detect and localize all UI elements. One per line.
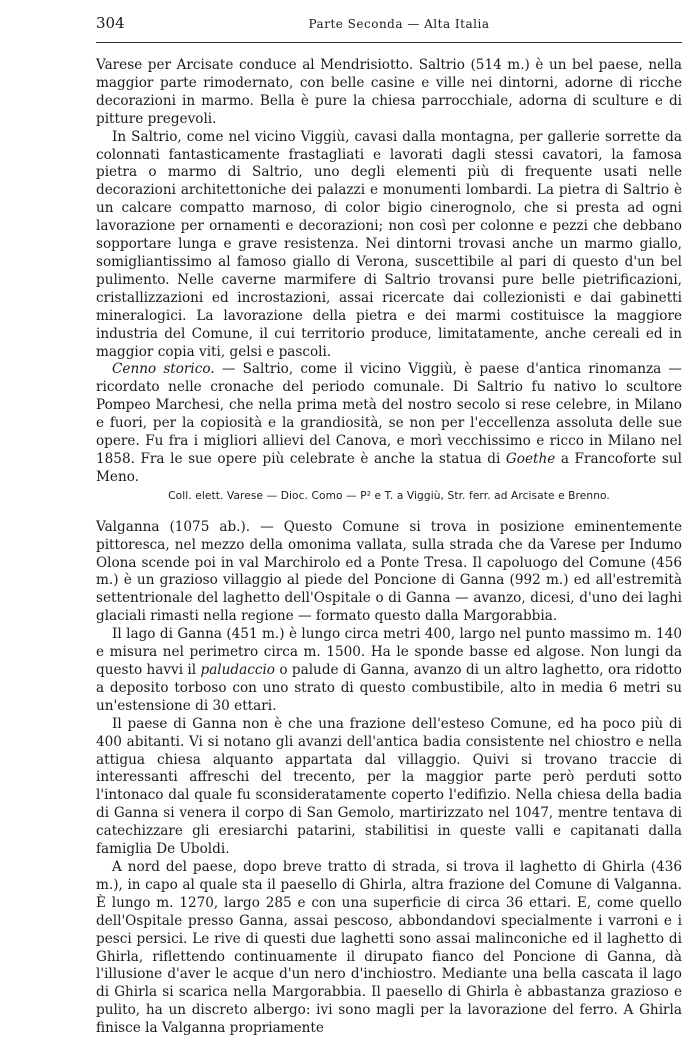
valganna-paragraph-3: Il paese di Ganna non è che una frazione dell'esteso Comune, ed ha poco più di 400 abitanti. Vi si notano gli avanzi dell'antica badia consistente nel chiostro e nella attigua chiesa alquanto appartata dal villaggio. Quivi si trovano traccie di interessanti affreschi del trecento, per la maggior parte però perduti sotto l'intonaco dal quale fu sconsideratamente coperto l'edifizio. Nella chiesa della badia di Ganna si venera il corpo di San Gemolo, martirizzato nel 1047, mentre tentava di catechizzare gli eresiarchi patarini, stabilitisi in queste valli e capitanati dalla famiglia De Uboldi. xyxy=(96,715,682,858)
page-header xyxy=(96,14,682,36)
header-rule xyxy=(96,42,682,43)
running-title: Parte Seconda — Alta Italia xyxy=(308,17,490,31)
lago-ganna-text-a: Il lago di Ganna (451 m.) è lungo circa metri 400, largo nel punto massimo m. 140 e misura nel perimetro circa m. 1500. Ha le sponde basse ed algose. Non lungi da questo havvi il xyxy=(96,626,682,678)
goethe-italic: Goethe xyxy=(505,450,556,467)
page-number: 304 xyxy=(96,14,125,32)
main-text xyxy=(96,57,682,1038)
saltrio-paragraph-2: In Saltrio, come nel vicino Viggiù, cavasi dalla montagna, per gallerie sorrette da colonnati fantasticamente frastagliati e lavorati dagli stessi cavatori, la famosa pietra o marmo di Saltrio, uno degli elementi più di frequente usati nelle decorazioni architettoniche dei palazzi e monumenti lombardi. La pietra di Saltrio è un calcare compatto marnoso, di color bigio cinerognolo, che si presta ad ogni lavorazione per ornamenti e decorazioni; non così per colonne e pezzi che debbano sopportare lunga e grave resistenza. Nei dintorni trovasi anche un marmo giallo, somigliantissimo al famoso giallo di Verona, suscettibile al pari di questo d'un bel pulimento. Nelle caverne marmifere di Saltrio trovansi pure belle pietrificazioni, cristallizzazioni ed incrostazioni, assai ricercate dai collezionisti e dai gabinetti mineralogici. La lavorazione della pietra e dei marmi costituisce la maggiore industria del Comune, il cui territorio produce, limitatamente, anche cereali ed in maggior copia viti, gelsi e pascoli. xyxy=(96,128,682,360)
section-gap xyxy=(96,505,682,519)
historical-text-b: a Francoforte sul Meno. xyxy=(96,450,682,485)
cenno-storico-label: Cenno storico. xyxy=(112,361,215,378)
valganna-paragraph-1: Valganna (1075 ab.). — Questo Comune si trova in posizione eminentemente pittoresca, nel mezzo della omonima vallata, sulla strada che da Varese per Indumo Olona scende poi in val Marchirolo ed a Ponte Tresa. Il capoluogo del Comune (456 m.) è un grazioso villaggio al piede del Poncione di Ganna (992 m.) ed all'estremità settentrionale del laghetto dell'Ospitale o di Ganna — avanzo, dicesi, d'uno dei laghi glaciali rimasti nella regione — formato questo dalla Margorabbia. xyxy=(96,518,682,625)
saltrio-historical-note xyxy=(96,361,682,486)
valganna-paragraph-4: A nord del paese, dopo breve tratto di strada, si trova il laghetto di Ghirla (436 m.), in capo al quale sta il paesello di Ghirla, altra frazione del Comune di Valganna. È lungo m. 1270, largo 285 e con una superficie di circa 36 ettari. E, come quello dell'Ospitale presso Ganna, assai pescoso, abbondandovi specialmente i varroni e i pesci persici. Le rive di questi due laghetti sono assai malinconiche ed il laghetto di Ghirla, riflettendo continuamente il dirupato fianco del Poncione di Ganna, dà l'illusione d'aver le acque d'un nero d'inchiostro. Mediante una bella cascata il lago di Ghirla si scarica nella Margorabbia. Il paesello di Ghirla è abbastanza grazioso e pulito, ha un discreto albergo: ivi sono magli per la lavorazione del ferro. A Ghirla finisce la Valganna propriamente xyxy=(96,858,682,1037)
lago-ganna-text-b: o palude di Ganna, avanzo di un altro laghetto, ora ridotto a deposito torboso con uno strato di questo combustibile, alto in media 6 metri su un'estensione di 30 ettari. xyxy=(96,662,682,714)
historical-text-a: — Saltrio, come il vicino Viggiù, è paese d'antica rinomanza — ricordato nelle cronache del periodo comunale. Di Saltrio fu nativo lo scultore Pompeo Marchesi, che nella prima metà del nostro secolo si rese celebre, in Milano e fuori, per la copiosità e la grandiosità, se non per l'eccellenza assoluta delle sue opere. Fu fra i migliori allievi del Canova, e morì vecchissimo e ricco in Milano nel 1858. Fra le sue opere più celebrate è anche la statua di xyxy=(96,361,683,467)
paludaccio-italic: paludaccio xyxy=(200,662,275,678)
valganna-paragraph-2 xyxy=(96,626,682,716)
saltrio-paragraph-1: Varese per Arcisate conduce al Mendrisiotto. Saltrio (514 m.) è un bel paese, nella maggior parte rimodernato, con belle casine e ville nei dintorni, adorne di ricche decorazioni in marmo. Bella è pure la chiesa parrocchiale, adorna di sculture e di pitture pregevoli. xyxy=(96,57,682,127)
saltrio-admin-note: Coll. elett. Varese — Dioc. Como — P² e T. a Viggiù, Str. ferr. ad Arcisate e Brenno. xyxy=(168,489,610,502)
